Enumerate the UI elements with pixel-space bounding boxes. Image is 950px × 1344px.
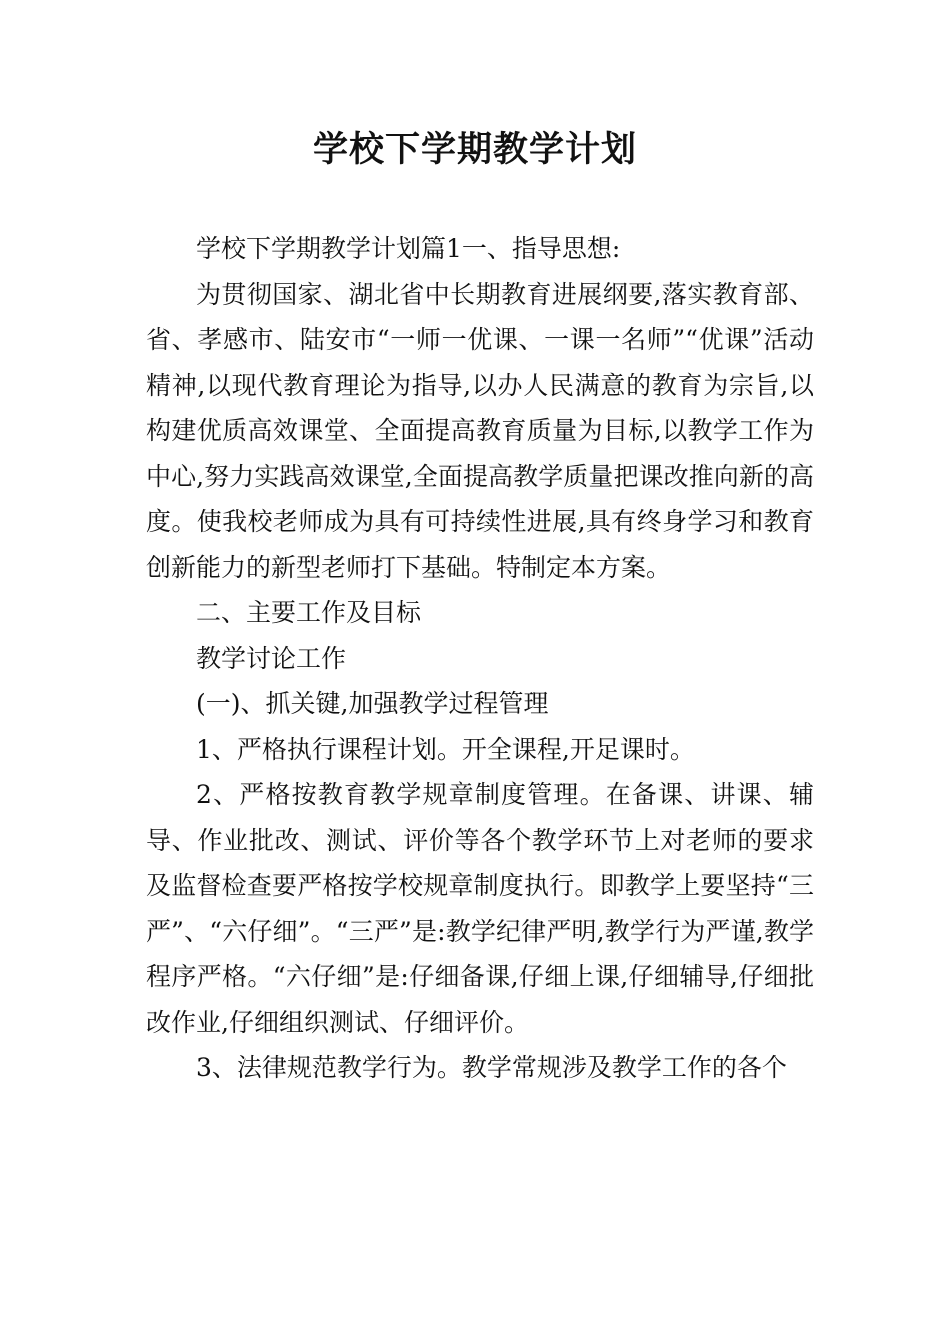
list-item-1: 1、严格执行课程计划。开全课程,开足课时。 <box>196 734 695 764</box>
section-heading-main-work: 二、主要工作及目标 <box>196 598 422 627</box>
document-title: 学校下学期教学计划 <box>312 129 637 170</box>
subheading-teaching-research: 教学讨论工作 <box>196 643 347 673</box>
paragraph-guiding-thought: 为贯彻国家、湖北省中长期教育进展纲要,落实教育部、省、孝感市、陆安市“一师一优课、一课一名师”“优课”活动精神,以现代教育理论为指导,以办人民满意的教育为宗旨,以构建优质高效课堂、全面提高教育质量为目标,以教学工作为中心,努力实践高效课堂,全面提高教学质量把课改推向新的高度。使我校老师成为具有可持续性进展,具有终身学习和教育创新能力的新型老师打下基础。特制定本方案。 <box>146 279 814 582</box>
list-item-2: 2、严格按教育教学规章制度管理。在备课、讲课、辅导、作业批改、测试、评价等各个教学环节上对老师的要求及监督检查要严格按学校规章制度执行。即教学上要坚持“三严”、“六仔细”。“三严”是:教学纪律严明,教学行为严谨,教学程序严格。“六仔细”是:仔细备课,仔细上课,仔细辅导,仔细批改作业,仔细组织测试、仔细评价。 <box>146 780 814 1037</box>
paragraph-intro: 学校下学期教学计划篇1一、指导思想: <box>196 234 621 263</box>
document-body <box>146 226 814 1091</box>
list-item-3: 3、法律规范教学行为。教学常规涉及教学工作的各个 <box>196 1053 787 1082</box>
subheading-process-management: (一)、抓关键,加强教学过程管理 <box>196 689 549 718</box>
